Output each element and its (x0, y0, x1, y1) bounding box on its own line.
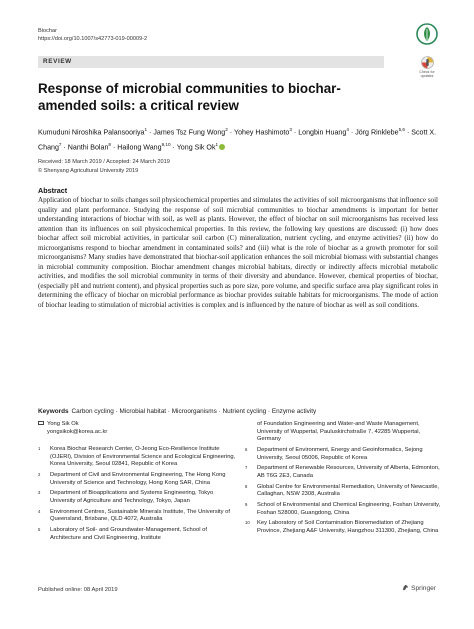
affiliation-item (245, 447, 445, 462)
affiliation-text: Korea Biochar Research Center, O-Jeong Eco-Resilience Institute (OJERI), Division of Environmental Science and Ecological Engineering, Korea University, Seoul 02841, Republic of Korea (50, 446, 236, 468)
correspondence (38, 421, 238, 436)
affiliation-item (245, 502, 445, 517)
affiliation-item (245, 520, 445, 535)
affiliation-text: Laboratory of Soil- and Groundwater-Management, School of Architecture and Civil Engineering, Institute (50, 527, 207, 541)
author-affiliation-number: 1 (144, 127, 148, 132)
author-affiliation-number: 4 (346, 127, 349, 132)
author-affiliation-number: 1 (215, 141, 219, 147)
affiliation-text: School of Environmental and Chemical Engineering, Foshan University, Foshan 528000, Guangdong, China (257, 502, 441, 516)
published-date: Published online: 08 April 2019 (38, 587, 118, 593)
author-affiliation-number: 2 (225, 127, 228, 132)
publisher (402, 584, 436, 592)
check-updates-label: Check for updates (419, 70, 435, 79)
author-name: Longbin Huang (298, 128, 347, 137)
author-name: Yong Sik Ok (176, 143, 216, 152)
affiliation-item (38, 527, 238, 542)
author-name: Kumuduni Niroshika Palansooriya (38, 128, 145, 137)
crossmark-icon (421, 56, 434, 69)
author-affiliation-number: 9,10 (161, 141, 171, 147)
journal-name: Biochar (38, 28, 57, 34)
springer-horse-icon (402, 584, 409, 591)
corresponding-email[interactable]: yongsikok@korea.ac.kr (47, 428, 108, 435)
affiliation-continued: of Foundation Engineering and Water-and Waste Management, University of Wuppertal, Pauluskirchstraße 7, 42285 Wuppertal, Germany (257, 421, 421, 443)
affiliation-item (38, 490, 238, 505)
affiliation-item (245, 465, 445, 480)
author-affiliation-number: 7 (58, 141, 62, 147)
author-name: Scott X. Chang (38, 128, 437, 152)
affiliation-text: Department of Civil and Environmental Engineering, The Hong Kong University of Science and Technology, Hong Kong SAR, China (50, 471, 226, 486)
keywords-text: Carbon cycling · Microbial habitat · Microorganisms · Nutrient cycling · Enzyme activity (71, 408, 317, 415)
affiliation-text: Environment Centres, Sustainable Minerals Institute, The University of Queensland, Brisbane, QLD 4072, Australia (50, 508, 231, 523)
section-bar (38, 56, 384, 68)
affiliation-item (38, 472, 238, 487)
affiliation-number: 9 (245, 502, 248, 508)
author-name: Nanthi Bolan (67, 143, 109, 152)
affiliation-text: Global Centre for Environmental Remediation, University of Newcastle, Callaghan, NSW 2308, Australia (257, 483, 440, 498)
keywords (38, 407, 438, 416)
affiliation-number: 8 (245, 483, 248, 489)
affiliation-number: 10 (245, 520, 250, 526)
author-affiliation-number: 5,6 (398, 127, 405, 132)
abstract-heading: Abstract (38, 186, 68, 195)
affiliation-text: Department of Environment, Energy and Geoinformatics, Sejong University, Seoul 05006, Republic of Korea (257, 446, 423, 461)
affiliation-item (38, 446, 238, 469)
affiliation-number: 7 (245, 465, 248, 471)
received-accepted: Received: 18 March 2019 / Accepted: 24 March 2019 (38, 159, 170, 165)
dates-block (38, 158, 170, 175)
copyright: © Shenyang Agricultural University 2019 (38, 167, 139, 174)
publisher-name: Springer (411, 585, 436, 592)
journal-header (38, 27, 147, 43)
author-list: Kumuduni Niroshika Palansooriya$^1$ · James Tsz Fung Wong$^2$ · Yohey Hashimoto$^3$ · Longbin Huang$^4$ · Jörg Rinklebe$^{5,6}$ · Scott X. Chang$^7$ · Nanthi Bolan$^8$ · Hailong Wang$^{9,10}$ · Yong Sik Ok$^1$ (38, 127, 437, 152)
affiliation-text: Department of Bioapplications and Systems Engineering, Tokyo University of Agriculture and Technology, Tokyo, Japan (50, 490, 214, 504)
orcid-icon[interactable] (219, 144, 225, 150)
affiliation-item (38, 509, 238, 524)
affiliation-number: 5 (38, 527, 41, 533)
email-icon (38, 421, 44, 425)
affiliation-number: 2 (38, 471, 41, 477)
author-name: James Tsz Fung Wong (153, 128, 226, 137)
affiliation-item (245, 484, 445, 499)
doi-link[interactable]: https://doi.org/10.1007/s42773-019-00009-2 (38, 36, 148, 42)
author-name: Hailong Wang (117, 143, 162, 152)
affiliation-text: Department of Renewable Resources, University of Alberta, Edmonton, AB T6G 2E3, Canada (257, 465, 440, 479)
author-name: Jörg Rinklebe (355, 128, 399, 137)
affiliations-right-list (245, 447, 445, 536)
author-affiliation-number: 3 (289, 127, 292, 132)
author-name: Yohey Hashimoto (233, 128, 290, 137)
affiliation-number: 4 (38, 508, 41, 514)
corresponding-author: Yong Sik Ok (47, 421, 79, 427)
author-affiliation-number: 8 (108, 141, 111, 147)
abstract-text: Application of biochar to soils changes soil physicochemical properties and stimulates the activities of soil microorganisms that influence soil quality and plant performance. Studying the response of soil microbial communities to biochar amendments is important for better understanding interactions of biochar with soil, as well as plants. However, the effect of biochar on soil microorganisms has received less attention than its influences on soil physicochemical properties. In this review, the following key questions are discussed: (i) how does biochar affect soil microbial activities, in particular soil carbon (C) mineralization, nutrient cycling, and enzyme activities? (ii) how do microorganisms respond to biochar amendment in contaminated soils? and (iii) what is the role of biochar as a growth promoter for soil microorganisms? Many studies have demonstrated that biochar-soil application enhances the soil microbial biomass with substantial changes in microbial community composition. Biochar amendment changes microbial habitats, directly or indirectly affects microbial metabolic activities, and modifies the soil microbial community in terms of their diversity and abundance. However, chemical properties of biochar, (especially pH and nutrient content), and physical properties such as pore size, pore volume, and specific surface area play significant roles in determining the efficacy of biochar on microbial performance as biochar provides suitable habitats for microorganisms. The mode of action of biochar leading to stimulation of microbial activities is complex and is influenced by the nature of biochar as well as soil conditions. (38, 196, 438, 310)
affiliation-number: 3 (38, 490, 41, 496)
section-label: REVIEW (43, 58, 72, 65)
affiliations-right (245, 421, 445, 539)
journal-logo-icon (416, 22, 438, 46)
paper-title: Response of microbial communities to biochar-amended soils: a critical review (38, 81, 341, 113)
keywords-label: Keywords (38, 408, 69, 415)
check-for-updates[interactable] (416, 56, 438, 78)
affiliation-number: 6 (245, 446, 248, 452)
affiliation-text: Key Laboratory of Soil Contamination Bioremediation of Zhejiang Province, Zhejiang A&F University, Hangzhou 311300, Zhejiang, China (257, 520, 439, 535)
affiliations-left (38, 446, 238, 545)
affiliation-number: 1 (38, 446, 41, 451)
